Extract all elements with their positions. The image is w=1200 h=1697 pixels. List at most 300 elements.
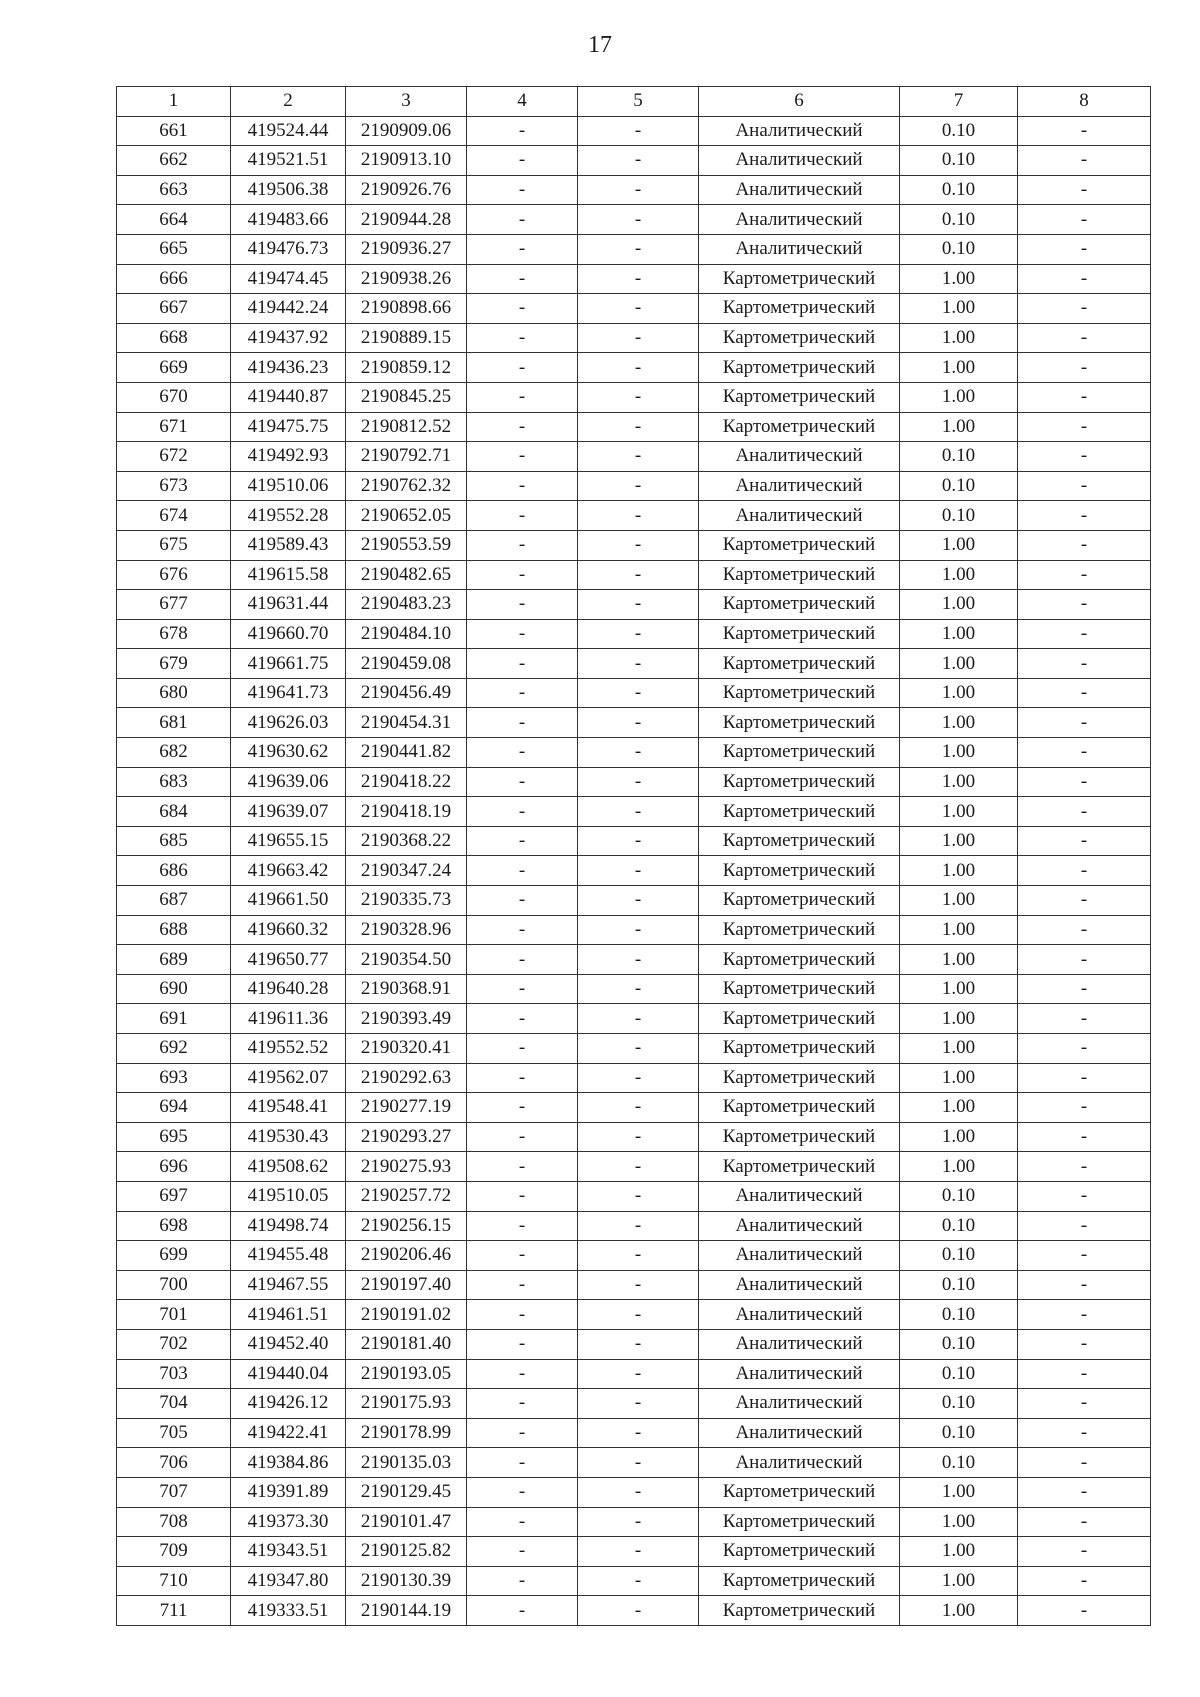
y-coordinate-cell: 2190553.59 xyxy=(346,530,467,560)
column-header-3: 3 xyxy=(346,87,467,117)
column-4-cell: - xyxy=(467,1537,578,1567)
y-coordinate-cell: 2190277.19 xyxy=(346,1093,467,1123)
column-4-cell: - xyxy=(467,1093,578,1123)
column-header-5: 5 xyxy=(578,87,699,117)
accuracy-cell: 0.10 xyxy=(900,205,1018,235)
method-cell: Аналитический xyxy=(699,1418,900,1448)
method-cell: Картометрический xyxy=(699,915,900,945)
accuracy-cell: 1.00 xyxy=(900,708,1018,738)
y-coordinate-cell: 2190859.12 xyxy=(346,353,467,383)
x-coordinate-cell: 419510.05 xyxy=(231,1181,346,1211)
column-8-cell: - xyxy=(1018,442,1151,472)
column-5-cell: - xyxy=(578,442,699,472)
column-8-cell: - xyxy=(1018,1122,1151,1152)
accuracy-cell: 0.10 xyxy=(900,471,1018,501)
y-coordinate-cell: 2190652.05 xyxy=(346,501,467,531)
accuracy-cell: 0.10 xyxy=(900,442,1018,472)
column-8-cell: - xyxy=(1018,974,1151,1004)
column-4-cell: - xyxy=(467,915,578,945)
column-4-cell: - xyxy=(467,294,578,324)
column-8-cell: - xyxy=(1018,1329,1151,1359)
method-cell: Аналитический xyxy=(699,1389,900,1419)
table-row xyxy=(117,1122,1151,1152)
x-coordinate-cell: 419442.24 xyxy=(231,294,346,324)
point-number-cell: 702 xyxy=(117,1329,231,1359)
method-cell: Картометрический xyxy=(699,1566,900,1596)
column-5-cell: - xyxy=(578,915,699,945)
column-5-cell: - xyxy=(578,590,699,620)
x-coordinate-cell: 419506.38 xyxy=(231,175,346,205)
table-row xyxy=(117,501,1151,531)
x-coordinate-cell: 419492.93 xyxy=(231,442,346,472)
x-coordinate-cell: 419437.92 xyxy=(231,323,346,353)
column-5-cell: - xyxy=(578,1329,699,1359)
column-5-cell: - xyxy=(578,382,699,412)
column-header-6: 6 xyxy=(699,87,900,117)
column-4-cell: - xyxy=(467,264,578,294)
y-coordinate-cell: 2190484.10 xyxy=(346,619,467,649)
column-5-cell: - xyxy=(578,708,699,738)
method-cell: Картометрический xyxy=(699,678,900,708)
column-8-cell: - xyxy=(1018,1034,1151,1064)
column-4-cell: - xyxy=(467,856,578,886)
x-coordinate-cell: 419436.23 xyxy=(231,353,346,383)
x-coordinate-cell: 419440.04 xyxy=(231,1359,346,1389)
column-5-cell: - xyxy=(578,1507,699,1537)
table-row xyxy=(117,1596,1151,1626)
point-number-cell: 698 xyxy=(117,1211,231,1241)
column-8-cell: - xyxy=(1018,501,1151,531)
y-coordinate-cell: 2190257.72 xyxy=(346,1181,467,1211)
method-cell: Аналитический xyxy=(699,1270,900,1300)
method-cell: Картометрический xyxy=(699,560,900,590)
y-coordinate-cell: 2190130.39 xyxy=(346,1566,467,1596)
column-4-cell: - xyxy=(467,1152,578,1182)
x-coordinate-cell: 419475.75 xyxy=(231,412,346,442)
column-5-cell: - xyxy=(578,1152,699,1182)
y-coordinate-cell: 2190275.93 xyxy=(346,1152,467,1182)
point-number-cell: 663 xyxy=(117,175,231,205)
table-row xyxy=(117,1418,1151,1448)
y-coordinate-cell: 2190354.50 xyxy=(346,945,467,975)
y-coordinate-cell: 2190926.76 xyxy=(346,175,467,205)
accuracy-cell: 1.00 xyxy=(900,619,1018,649)
accuracy-cell: 0.10 xyxy=(900,1389,1018,1419)
y-coordinate-cell: 2190125.82 xyxy=(346,1537,467,1567)
column-8-cell: - xyxy=(1018,886,1151,916)
x-coordinate-cell: 419452.40 xyxy=(231,1329,346,1359)
column-4-cell: - xyxy=(467,1004,578,1034)
point-number-cell: 705 xyxy=(117,1418,231,1448)
point-number-cell: 685 xyxy=(117,826,231,856)
point-number-cell: 678 xyxy=(117,619,231,649)
column-5-cell: - xyxy=(578,294,699,324)
table-row xyxy=(117,1389,1151,1419)
accuracy-cell: 1.00 xyxy=(900,856,1018,886)
accuracy-cell: 1.00 xyxy=(900,678,1018,708)
point-number-cell: 704 xyxy=(117,1389,231,1419)
x-coordinate-cell: 419615.58 xyxy=(231,560,346,590)
point-number-cell: 676 xyxy=(117,560,231,590)
accuracy-cell: 0.10 xyxy=(900,1181,1018,1211)
point-number-cell: 673 xyxy=(117,471,231,501)
accuracy-cell: 1.00 xyxy=(900,767,1018,797)
x-coordinate-cell: 419661.75 xyxy=(231,649,346,679)
y-coordinate-cell: 2190762.32 xyxy=(346,471,467,501)
table-row xyxy=(117,175,1151,205)
column-5-cell: - xyxy=(578,1448,699,1478)
y-coordinate-cell: 2190178.99 xyxy=(346,1418,467,1448)
x-coordinate-cell: 419641.73 xyxy=(231,678,346,708)
column-4-cell: - xyxy=(467,797,578,827)
column-4-cell: - xyxy=(467,1122,578,1152)
point-number-cell: 711 xyxy=(117,1596,231,1626)
column-8-cell: - xyxy=(1018,382,1151,412)
column-4-cell: - xyxy=(467,530,578,560)
x-coordinate-cell: 419530.43 xyxy=(231,1122,346,1152)
point-number-cell: 677 xyxy=(117,590,231,620)
table-body xyxy=(117,116,1151,1625)
point-number-cell: 708 xyxy=(117,1507,231,1537)
x-coordinate-cell: 419589.43 xyxy=(231,530,346,560)
method-cell: Картометрический xyxy=(699,974,900,1004)
table-row xyxy=(117,886,1151,916)
y-coordinate-cell: 2190393.49 xyxy=(346,1004,467,1034)
y-coordinate-cell: 2190913.10 xyxy=(346,146,467,176)
column-8-cell: - xyxy=(1018,175,1151,205)
column-4-cell: - xyxy=(467,323,578,353)
column-5-cell: - xyxy=(578,175,699,205)
table-row xyxy=(117,412,1151,442)
accuracy-cell: 0.10 xyxy=(900,1211,1018,1241)
point-number-cell: 697 xyxy=(117,1181,231,1211)
accuracy-cell: 1.00 xyxy=(900,590,1018,620)
column-4-cell: - xyxy=(467,560,578,590)
method-cell: Аналитический xyxy=(699,1329,900,1359)
y-coordinate-cell: 2190938.26 xyxy=(346,264,467,294)
accuracy-cell: 1.00 xyxy=(900,974,1018,1004)
column-4-cell: - xyxy=(467,116,578,146)
x-coordinate-cell: 419611.36 xyxy=(231,1004,346,1034)
x-coordinate-cell: 419631.44 xyxy=(231,590,346,620)
table-row xyxy=(117,1093,1151,1123)
accuracy-cell: 1.00 xyxy=(900,323,1018,353)
accuracy-cell: 1.00 xyxy=(900,1537,1018,1567)
column-8-cell: - xyxy=(1018,1063,1151,1093)
point-number-cell: 707 xyxy=(117,1477,231,1507)
y-coordinate-cell: 2190898.66 xyxy=(346,294,467,324)
x-coordinate-cell: 419660.32 xyxy=(231,915,346,945)
column-8-cell: - xyxy=(1018,264,1151,294)
column-8-cell: - xyxy=(1018,234,1151,264)
method-cell: Картометрический xyxy=(699,1093,900,1123)
column-4-cell: - xyxy=(467,1596,578,1626)
y-coordinate-cell: 2190889.15 xyxy=(346,323,467,353)
accuracy-cell: 0.10 xyxy=(900,1448,1018,1478)
x-coordinate-cell: 419650.77 xyxy=(231,945,346,975)
column-8-cell: - xyxy=(1018,294,1151,324)
accuracy-cell: 1.00 xyxy=(900,294,1018,324)
column-5-cell: - xyxy=(578,1122,699,1152)
method-cell: Картометрический xyxy=(699,264,900,294)
y-coordinate-cell: 2190483.23 xyxy=(346,590,467,620)
table-row xyxy=(117,530,1151,560)
y-coordinate-cell: 2190812.52 xyxy=(346,412,467,442)
column-5-cell: - xyxy=(578,619,699,649)
point-number-cell: 674 xyxy=(117,501,231,531)
column-5-cell: - xyxy=(578,649,699,679)
point-number-cell: 695 xyxy=(117,1122,231,1152)
method-cell: Картометрический xyxy=(699,1004,900,1034)
y-coordinate-cell: 2190459.08 xyxy=(346,649,467,679)
point-number-cell: 691 xyxy=(117,1004,231,1034)
method-cell: Аналитический xyxy=(699,1241,900,1271)
table-row xyxy=(117,1507,1151,1537)
method-cell: Картометрический xyxy=(699,738,900,768)
accuracy-cell: 1.00 xyxy=(900,915,1018,945)
column-8-cell: - xyxy=(1018,738,1151,768)
x-coordinate-cell: 419524.44 xyxy=(231,116,346,146)
column-8-cell: - xyxy=(1018,1211,1151,1241)
x-coordinate-cell: 419661.50 xyxy=(231,886,346,916)
method-cell: Картометрический xyxy=(699,649,900,679)
accuracy-cell: 0.10 xyxy=(900,1241,1018,1271)
column-5-cell: - xyxy=(578,530,699,560)
column-8-cell: - xyxy=(1018,1448,1151,1478)
column-header-1: 1 xyxy=(117,87,231,117)
accuracy-cell: 1.00 xyxy=(900,826,1018,856)
column-5-cell: - xyxy=(578,1566,699,1596)
table-row xyxy=(117,1181,1151,1211)
table-row xyxy=(117,471,1151,501)
column-4-cell: - xyxy=(467,738,578,768)
method-cell: Картометрический xyxy=(699,1152,900,1182)
point-number-cell: 692 xyxy=(117,1034,231,1064)
column-5-cell: - xyxy=(578,1211,699,1241)
y-coordinate-cell: 2190418.22 xyxy=(346,767,467,797)
table-row xyxy=(117,856,1151,886)
table-row xyxy=(117,1329,1151,1359)
point-number-cell: 681 xyxy=(117,708,231,738)
column-4-cell: - xyxy=(467,1270,578,1300)
accuracy-cell: 1.00 xyxy=(900,1034,1018,1064)
x-coordinate-cell: 419548.41 xyxy=(231,1093,346,1123)
method-cell: Картометрический xyxy=(699,886,900,916)
column-4-cell: - xyxy=(467,1329,578,1359)
table-row xyxy=(117,1034,1151,1064)
column-header-4: 4 xyxy=(467,87,578,117)
table-row xyxy=(117,1004,1151,1034)
method-cell: Картометрический xyxy=(699,1477,900,1507)
column-8-cell: - xyxy=(1018,945,1151,975)
column-4-cell: - xyxy=(467,826,578,856)
column-8-cell: - xyxy=(1018,471,1151,501)
method-cell: Картометрический xyxy=(699,590,900,620)
column-5-cell: - xyxy=(578,678,699,708)
table-row xyxy=(117,1241,1151,1271)
column-5-cell: - xyxy=(578,264,699,294)
column-8-cell: - xyxy=(1018,590,1151,620)
accuracy-cell: 1.00 xyxy=(900,560,1018,590)
table-row xyxy=(117,234,1151,264)
accuracy-cell: 1.00 xyxy=(900,1004,1018,1034)
table-row xyxy=(117,1300,1151,1330)
method-cell: Аналитический xyxy=(699,116,900,146)
accuracy-cell: 0.10 xyxy=(900,501,1018,531)
column-4-cell: - xyxy=(467,501,578,531)
column-5-cell: - xyxy=(578,205,699,235)
column-4-cell: - xyxy=(467,382,578,412)
x-coordinate-cell: 419333.51 xyxy=(231,1596,346,1626)
column-4-cell: - xyxy=(467,1566,578,1596)
table-row xyxy=(117,974,1151,1004)
accuracy-cell: 0.10 xyxy=(900,1300,1018,1330)
point-number-cell: 672 xyxy=(117,442,231,472)
method-cell: Аналитический xyxy=(699,1448,900,1478)
point-number-cell: 699 xyxy=(117,1241,231,1271)
point-number-cell: 709 xyxy=(117,1537,231,1567)
column-5-cell: - xyxy=(578,412,699,442)
table-row xyxy=(117,915,1151,945)
accuracy-cell: 0.10 xyxy=(900,146,1018,176)
column-4-cell: - xyxy=(467,1418,578,1448)
method-cell: Картометрический xyxy=(699,530,900,560)
y-coordinate-cell: 2190191.02 xyxy=(346,1300,467,1330)
column-4-cell: - xyxy=(467,974,578,1004)
x-coordinate-cell: 419476.73 xyxy=(231,234,346,264)
point-number-cell: 671 xyxy=(117,412,231,442)
column-4-cell: - xyxy=(467,1063,578,1093)
column-4-cell: - xyxy=(467,1034,578,1064)
point-number-cell: 667 xyxy=(117,294,231,324)
column-5-cell: - xyxy=(578,826,699,856)
column-5-cell: - xyxy=(578,560,699,590)
x-coordinate-cell: 419483.66 xyxy=(231,205,346,235)
x-coordinate-cell: 419347.80 xyxy=(231,1566,346,1596)
method-cell: Картометрический xyxy=(699,708,900,738)
y-coordinate-cell: 2190293.27 xyxy=(346,1122,467,1152)
column-4-cell: - xyxy=(467,1359,578,1389)
table-row xyxy=(117,353,1151,383)
column-header-2: 2 xyxy=(231,87,346,117)
point-number-cell: 696 xyxy=(117,1152,231,1182)
method-cell: Картометрический xyxy=(699,1507,900,1537)
table-row xyxy=(117,590,1151,620)
coordinates-table xyxy=(116,86,1151,1626)
y-coordinate-cell: 2190320.41 xyxy=(346,1034,467,1064)
table-header-row xyxy=(117,87,1151,117)
accuracy-cell: 1.00 xyxy=(900,382,1018,412)
column-header-7: 7 xyxy=(900,87,1018,117)
column-4-cell: - xyxy=(467,1241,578,1271)
x-coordinate-cell: 419552.52 xyxy=(231,1034,346,1064)
table-row xyxy=(117,205,1151,235)
column-5-cell: - xyxy=(578,1537,699,1567)
table-row xyxy=(117,1270,1151,1300)
method-cell: Картометрический xyxy=(699,323,900,353)
column-4-cell: - xyxy=(467,678,578,708)
table-row xyxy=(117,146,1151,176)
y-coordinate-cell: 2190193.05 xyxy=(346,1359,467,1389)
method-cell: Картометрический xyxy=(699,826,900,856)
method-cell: Аналитический xyxy=(699,1181,900,1211)
column-8-cell: - xyxy=(1018,1477,1151,1507)
method-cell: Аналитический xyxy=(699,205,900,235)
x-coordinate-cell: 419373.30 xyxy=(231,1507,346,1537)
column-8-cell: - xyxy=(1018,649,1151,679)
method-cell: Картометрический xyxy=(699,619,900,649)
column-8-cell: - xyxy=(1018,146,1151,176)
method-cell: Картометрический xyxy=(699,294,900,324)
column-8-cell: - xyxy=(1018,767,1151,797)
column-8-cell: - xyxy=(1018,915,1151,945)
table-row xyxy=(117,678,1151,708)
y-coordinate-cell: 2190335.73 xyxy=(346,886,467,916)
point-number-cell: 693 xyxy=(117,1063,231,1093)
y-coordinate-cell: 2190454.31 xyxy=(346,708,467,738)
x-coordinate-cell: 419467.55 xyxy=(231,1270,346,1300)
column-4-cell: - xyxy=(467,590,578,620)
y-coordinate-cell: 2190456.49 xyxy=(346,678,467,708)
y-coordinate-cell: 2190197.40 xyxy=(346,1270,467,1300)
column-5-cell: - xyxy=(578,1004,699,1034)
accuracy-cell: 0.10 xyxy=(900,116,1018,146)
column-8-cell: - xyxy=(1018,708,1151,738)
x-coordinate-cell: 419498.74 xyxy=(231,1211,346,1241)
column-5-cell: - xyxy=(578,1093,699,1123)
y-coordinate-cell: 2190347.24 xyxy=(346,856,467,886)
table-row xyxy=(117,797,1151,827)
accuracy-cell: 1.00 xyxy=(900,1596,1018,1626)
x-coordinate-cell: 419510.06 xyxy=(231,471,346,501)
table-row xyxy=(117,264,1151,294)
y-coordinate-cell: 2190368.22 xyxy=(346,826,467,856)
method-cell: Аналитический xyxy=(699,471,900,501)
column-8-cell: - xyxy=(1018,1537,1151,1567)
method-cell: Картометрический xyxy=(699,1596,900,1626)
accuracy-cell: 0.10 xyxy=(900,234,1018,264)
x-coordinate-cell: 419640.28 xyxy=(231,974,346,1004)
table-row xyxy=(117,1152,1151,1182)
column-5-cell: - xyxy=(578,353,699,383)
column-5-cell: - xyxy=(578,1270,699,1300)
x-coordinate-cell: 419455.48 xyxy=(231,1241,346,1271)
x-coordinate-cell: 419474.45 xyxy=(231,264,346,294)
method-cell: Картометрический xyxy=(699,945,900,975)
method-cell: Картометрический xyxy=(699,1122,900,1152)
column-8-cell: - xyxy=(1018,826,1151,856)
method-cell: Картометрический xyxy=(699,856,900,886)
point-number-cell: 665 xyxy=(117,234,231,264)
point-number-cell: 670 xyxy=(117,382,231,412)
column-4-cell: - xyxy=(467,708,578,738)
y-coordinate-cell: 2190909.06 xyxy=(346,116,467,146)
column-4-cell: - xyxy=(467,146,578,176)
x-coordinate-cell: 419343.51 xyxy=(231,1537,346,1567)
x-coordinate-cell: 419422.41 xyxy=(231,1418,346,1448)
y-coordinate-cell: 2190368.91 xyxy=(346,974,467,1004)
column-5-cell: - xyxy=(578,234,699,264)
y-coordinate-cell: 2190482.65 xyxy=(346,560,467,590)
column-4-cell: - xyxy=(467,1507,578,1537)
column-8-cell: - xyxy=(1018,1270,1151,1300)
table-row xyxy=(117,294,1151,324)
table-row xyxy=(117,382,1151,412)
method-cell: Картометрический xyxy=(699,1537,900,1567)
x-coordinate-cell: 419440.87 xyxy=(231,382,346,412)
method-cell: Аналитический xyxy=(699,1211,900,1241)
column-8-cell: - xyxy=(1018,1241,1151,1271)
